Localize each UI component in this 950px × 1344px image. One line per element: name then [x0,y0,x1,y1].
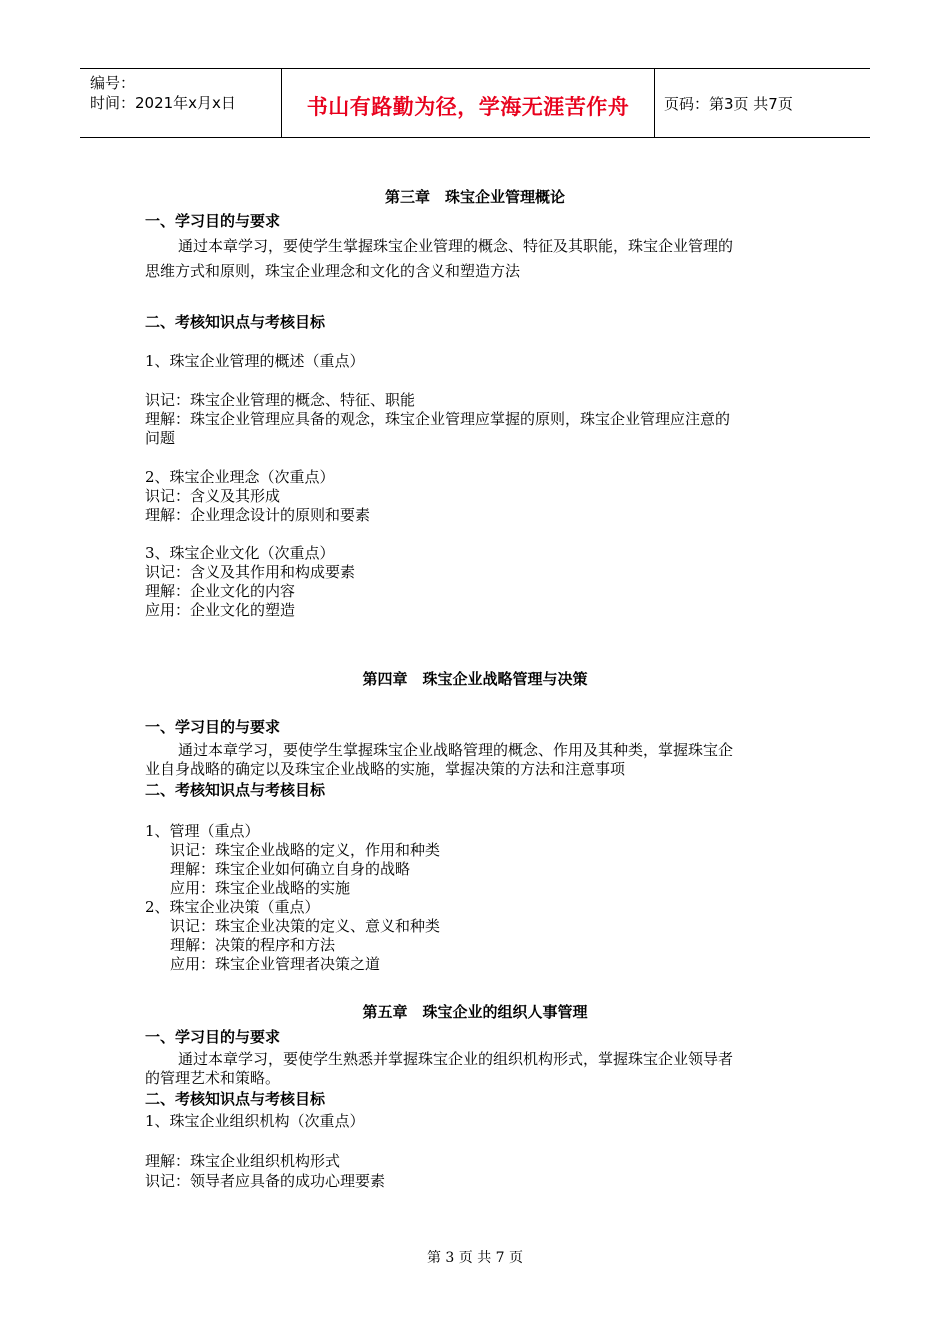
chapter-3-item-2-understand: 理解：企业理念设计的原则和要素 [145,506,371,524]
chapter-3-item-2-recall: 识记：含义及其形成 [145,487,281,505]
chapter-4-item-1-apply: 应用：珠宝企业战略的实施 [170,879,351,897]
page-footer-number: 第 3 页 共 7 页 [426,1250,524,1266]
chapter-4-item-2-apply: 应用：珠宝企业管理者决策之道 [170,955,381,973]
chapter-5-item-1-recall: 识记：领导者应具备的成功心理要素 [145,1172,386,1190]
header-motto-cell [282,69,655,137]
chapter-3-paragraph-line-1: 通过本章学习，要使学生掌握珠宝企业管理的概念、特征及其职能，珠宝企业管理的 [178,237,734,255]
chapter-5-paragraph-line-2: 的管理艺术和策略。 [145,1069,281,1087]
chapter-3-item-1-understand-line-2: 问题 [145,429,176,447]
chapter-5-item-1-understand: 理解：珠宝企业组织机构形式 [145,1152,341,1170]
page-header [80,68,870,138]
chapter-4-item-1: 1、管理（重点） [145,822,260,840]
chapter-4-paragraph-line-1: 通过本章学习，要使学生掌握珠宝企业战略管理的概念、作用及其种类，掌握珠宝企 [178,741,734,759]
chapter-3-section-2-heading: 二、考核知识点与考核目标 [145,313,326,331]
header-motto: 书山有路勤为径，学海无涯苦作舟 [306,95,630,119]
chapter-3-item-2: 2、珠宝企业理念（次重点） [145,468,335,486]
chapter-4-item-1-recall: 识记：珠宝企业战略的定义，作用和种类 [170,841,441,859]
chapter-3-title: 第三章 珠宝企业管理概论 [384,188,565,206]
chapter-5-section-1-heading: 一、学习目的与要求 [145,1028,281,1046]
document-time-label: 时间：2021年x月x日 [90,94,236,112]
chapter-3-paragraph-line-2: 思维方式和原则，珠宝企业理念和文化的含义和塑造方法 [145,262,521,280]
chapter-5-section-2-heading: 二、考核知识点与考核目标 [145,1090,326,1108]
chapter-3-item-3: 3、珠宝企业文化（次重点） [145,544,335,562]
chapter-4-item-2-recall: 识记：珠宝企业决策的定义、意义和种类 [170,917,441,935]
chapter-3-item-3-understand: 理解：企业文化的内容 [145,582,296,600]
chapter-5-paragraph-line-1: 通过本章学习，要使学生熟悉并掌握珠宝企业的组织机构形式，掌握珠宝企业领导者 [178,1050,734,1068]
chapter-3-section-1-heading: 一、学习目的与要求 [145,212,281,230]
chapter-4-title: 第四章 珠宝企业战略管理与决策 [362,670,588,688]
chapter-5-title: 第五章 珠宝企业的组织人事管理 [362,1003,588,1021]
header-page-number: 页码：第3页 共7页 [664,95,793,113]
chapter-3-item-1-recall: 识记：珠宝企业管理的概念、特征、职能 [145,391,416,409]
chapter-4-item-2-understand: 理解：决策的程序和方法 [170,936,336,954]
chapter-4-item-2: 2、珠宝企业决策（重点） [145,898,320,916]
chapter-5-item-1: 1、珠宝企业组织机构（次重点） [145,1112,365,1130]
document-number-label: 编号： [90,74,136,92]
chapter-3-item-3-recall: 识记：含义及其作用和构成要素 [145,563,356,581]
chapter-3-item-1-understand-line-1: 理解：珠宝企业管理应具备的观念，珠宝企业管理应掌握的原则，珠宝企业管理应注意的 [145,410,731,428]
chapter-4-section-1-heading: 一、学习目的与要求 [145,718,281,736]
chapter-3-item-1: 1、珠宝企业管理的概述（重点） [145,352,365,370]
chapter-3-item-3-apply: 应用：企业文化的塑造 [145,601,296,619]
chapter-4-section-2-heading: 二、考核知识点与考核目标 [145,781,326,799]
header-info-cell [80,69,282,137]
chapter-4-item-1-understand: 理解：珠宝企业如何确立自身的战略 [170,860,411,878]
chapter-4-paragraph-line-2: 业自身战略的确定以及珠宝企业战略的实施，掌握决策的方法和注意事项 [145,760,626,778]
header-page-cell [655,69,870,137]
